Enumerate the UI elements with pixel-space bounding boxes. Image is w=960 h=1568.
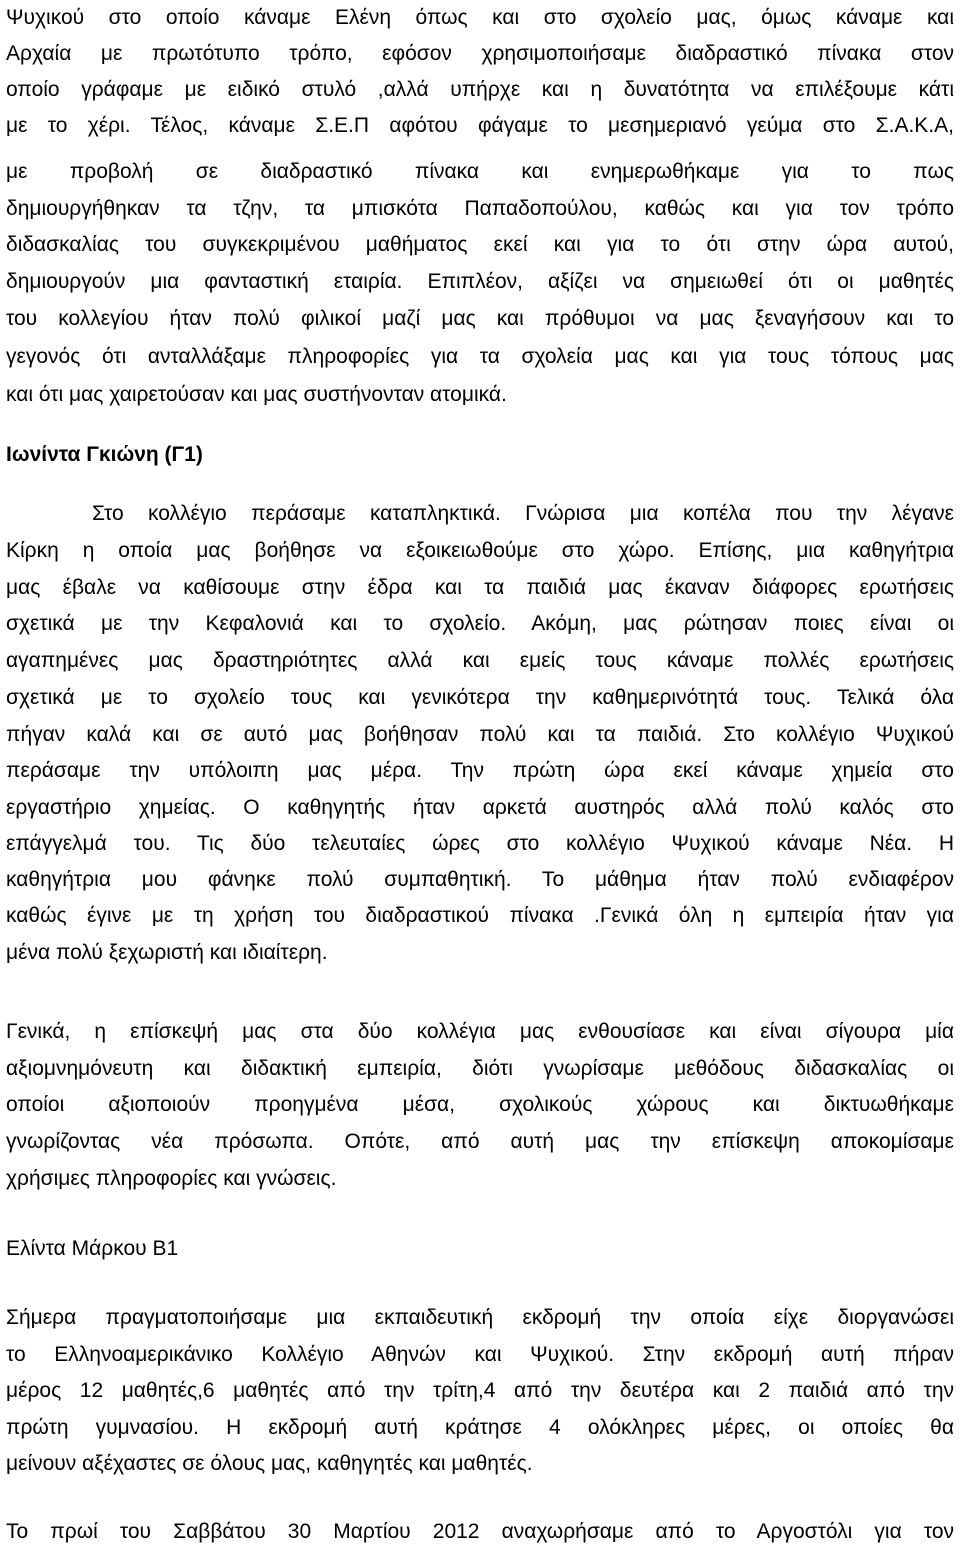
text-line: επάγγελμά του. Τις δύο τελευταίες ώρες στο κολλέγιο Ψυχικού κάναμε Νέα. Η	[6, 832, 954, 855]
text-line: Στο κολλέγιο περάσαμε καταπληκτικά. Γνώρισα μια κοπέλα που την λέγανε	[92, 502, 954, 525]
text-line: χρήσιμες πληροφορίες και γνώσεις.	[6, 1167, 337, 1190]
text-line: γεγονός ότι ανταλλάξαμε πληροφορίες για τα σχολεία μας και για τους τόπους μας	[6, 345, 954, 368]
text-line: πήγαν καλά και σε αυτό μας βοήθησαν πολύ και τα παιδιά. Στο κολλέγιο Ψυχικού	[6, 723, 954, 746]
text-line: Το πρωί του Σαββάτου 30 Μαρτίου 2012 αναχωρήσαμε από το Αργοστόλι για τον	[6, 1520, 954, 1543]
text-line: οποίο γράφαμε με ειδικό στυλό ,αλλά υπήρχε και η δυνατότητα να επιλέξουμε κάτι	[6, 78, 954, 101]
author-heading: Ιωνίντα Γκιώνη (Γ1)	[6, 443, 203, 466]
text-line: σχετικά με την Κεφαλονιά και το σχολείο. Ακόμη, μας ρώτησαν ποιες είναι οι	[6, 612, 954, 635]
text-line: το Ελληνοαμερικάνικο Κολλέγιο Αθηνών και Ψυχικού. Στην εκδρομή αυτή πήραν	[6, 1343, 954, 1366]
text-line: Ψυχικού στο οποίο κάναμε Ελένη όπως και στο σχολείο μας, όμως κάναμε και	[6, 6, 954, 29]
text-line: καθηγήτρια μου φάνηκε πολύ συμπαθητική. Το μάθημα ήταν πολύ ενδιαφέρον	[6, 868, 954, 891]
text-line: Ελίντα Μάρκου Β1	[6, 1237, 179, 1260]
text-line: Αρχαία με πρωτότυπο τρόπο, εφόσον χρησιμοποιήσαμε διαδραστικό πίνακα στον	[6, 42, 954, 65]
text-line: πρώτη γυμνασίου. Η εκδρομή αυτή κράτησε 4 ολόκληρες μέρες, οι οποίες θα	[6, 1416, 954, 1439]
text-line: διδασκαλίας του συγκεκριμένου μαθήματος εκεί και για το ότι στην ώρα αυτού,	[6, 233, 954, 256]
text-line: μέρος 12 μαθητές,6 μαθητές από την τρίτη,4 από την δευτέρα και 2 παιδιά από την	[6, 1379, 954, 1402]
text-line: Σήμερα πραγματοποιήσαμε μια εκπαιδευτική εκδρομή την οποία είχε διοργανώσει	[6, 1306, 954, 1329]
text-line: Γενικά, η επίσκεψή μας στα δύο κολλέγια μας ενθουσίασε και είναι σίγουρα μία	[6, 1020, 954, 1043]
text-line: καθώς έγινε με τη χρήση του διαδραστικού πίνακα .Γενικά όλη η εμπειρία ήταν για	[6, 904, 954, 927]
text-line: σχετικά με το σχολείο τους και γενικότερα την καθημερινότητά τους. Τελικά όλα	[6, 686, 954, 709]
text-line: αξιομνημόνευτη και διδακτική εμπειρία, διότι γνωρίσαμε μεθόδους διδασκαλίας οι	[6, 1057, 954, 1080]
text-line: μας έβαλε να καθίσουμε στην έδρα και τα παιδιά μας έκαναν διάφορες ερωτήσεις	[6, 576, 954, 599]
text-line: του κολλεγίου ήταν πολύ φιλικοί μαζί μας και πρόθυμοι να μας ξεναγήσουν και το	[6, 307, 954, 330]
text-line: αγαπημένες μας δραστηριότητες αλλά και εμείς τους κάναμε πολλές ερωτήσεις	[6, 649, 954, 672]
text-line: δημιουργούν μια φανταστική εταιρία. Επιπλέον, αξίζει να σημειωθεί ότι οι μαθητές	[6, 270, 954, 293]
text-line: περάσαμε την υπόλοιπη μας μέρα. Την πρώτη ώρα εκεί κάναμε χημεία στο	[6, 759, 954, 782]
text-line: Κίρκη η οποία μας βοήθησε να εξοικειωθούμε στο χώρο. Επίσης, μια καθηγήτρια	[6, 539, 954, 562]
text-line: και ότι μας χαιρετούσαν και μας συστήνονταν ατομικά.	[6, 383, 507, 406]
text-line: μείνουν αξέχαστες σε όλους μας, καθηγητές και μαθητές.	[6, 1452, 533, 1475]
text-line: γνωρίζοντας νέα πρόσωπα. Οπότε, από αυτή μας την επίσκεψη αποκομίσαμε	[6, 1130, 954, 1153]
text-line: εργαστήριο χημείας. Ο καθηγητής ήταν αρκετά αυστηρός αλλά πολύ καλός στο	[6, 796, 954, 819]
text-line: με το χέρι. Τέλος, κάναμε Σ.Ε.Π αφότου φάγαμε το μεσημεριανό γεύμα στο Σ.Α.Κ.Α,	[6, 114, 954, 137]
text-line: μένα πολύ ξεχωριστή και ιδιαίτερη.	[6, 941, 328, 964]
text-line: δημιουργήθηκαν τα τζην, τα μπισκότα Παπαδοπούλου, καθώς και για τον τρόπο	[6, 197, 954, 220]
text-line: με προβολή σε διαδραστικό πίνακα και ενημερωθήκαμε για το πως	[6, 160, 954, 183]
text-line: οποίοι αξιοποιούν προηγμένα μέσα, σχολικούς χώρους και δικτυωθήκαμε	[6, 1093, 954, 1116]
